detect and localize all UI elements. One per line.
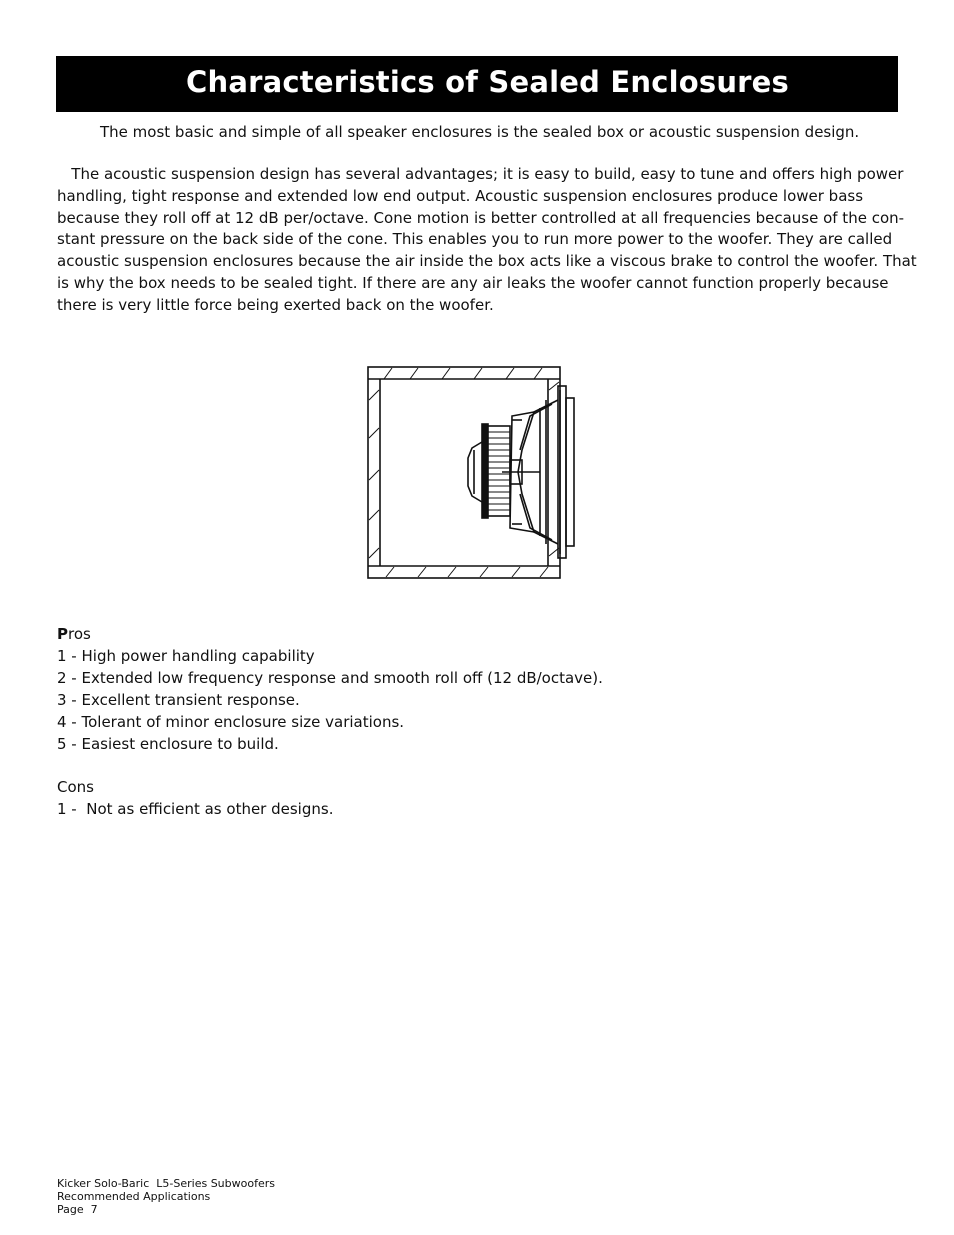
footer-line: Recommended Applications [57,1190,211,1203]
page-title: Characteristics of Sealed Enclosures [186,65,790,99]
footer-page-number: Page 7 [57,1203,98,1216]
pros-heading: Pros [57,625,91,643]
pros-item: 4 - Tolerant of minor enclosure size variations. [57,713,405,731]
body-paragraph [57,164,917,317]
intro-paragraph: The most basic and simple of all speaker enclosures is the sealed box or acoustic suspension design. [100,123,860,141]
cons-heading: Cons [57,778,94,796]
body-line: is why the box needs to be sealed tight. If there are any air leaks the woofer cannot function properly because [57,273,889,292]
sealed-enclosure-diagram [362,360,582,586]
cons-item: 1 - Not as efficient as other designs. [57,800,334,818]
body-line: acoustic suspension enclosures because the air inside the box acts like a viscous brake to control the woofer. That [57,252,917,271]
body-line: The acoustic suspension design has several advantages; it is easy to build, easy to tune and offers high power [57,165,904,183]
title-bar [56,56,898,112]
pros-item: 5 - Easiest enclosure to build. [57,735,279,753]
pros-item: 2 - Extended low frequency response and smooth roll off (12 dB/octave). [57,669,603,687]
body-line: there is very little force being exerted back on the woofer. [57,295,494,314]
pros-item: 3 - Excellent transient response. [57,691,300,709]
body-line: because they roll off at 12 dB per/octave. Cone motion is better controlled at all frequencies because of the con- [57,208,905,227]
footer-line: Kicker Solo-Baric L5-Series Subwoofers [57,1177,275,1190]
page-footer [57,1177,275,1216]
body-line: stant pressure on the back side of the cone. This enables you to run more power to the woofer. They are called [57,230,893,249]
pros-item: 1 - High power handling capability [57,647,315,665]
body-line: handling, tight response and extended low end output. Acoustic suspension enclosures produce lower bass [57,186,864,205]
pros-cons-lists [57,623,603,820]
